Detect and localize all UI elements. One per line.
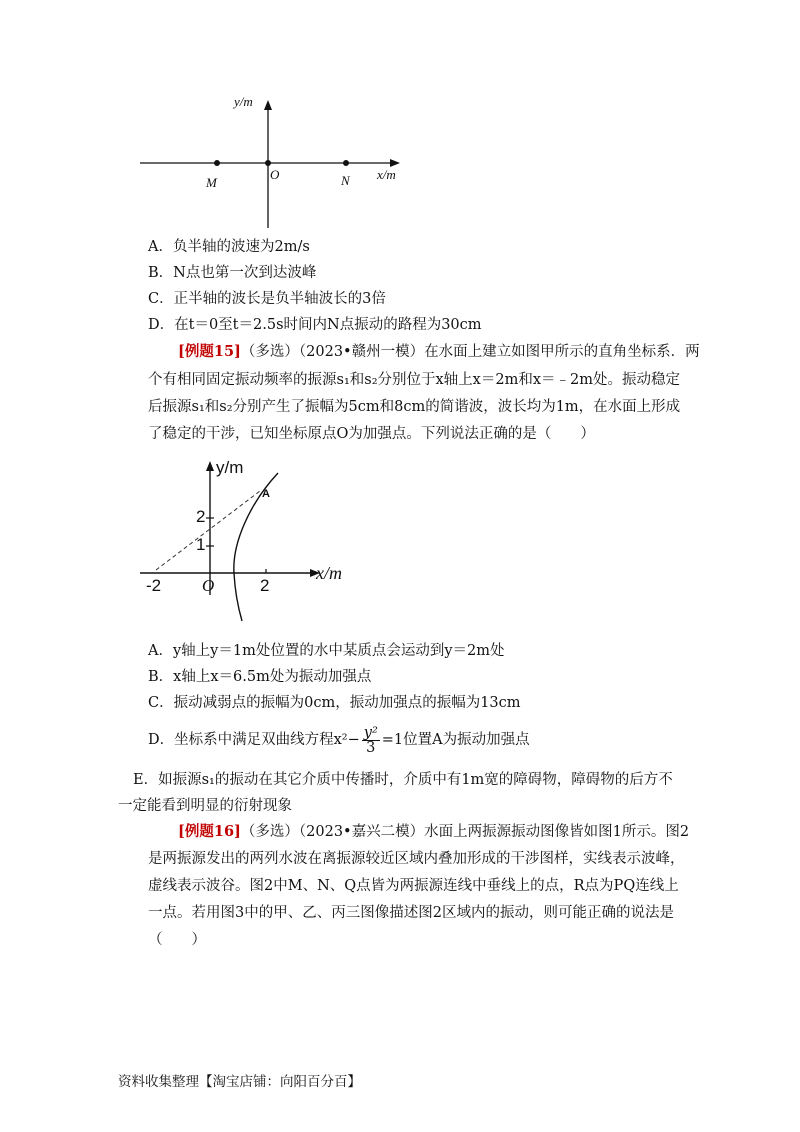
- q15-option-e-line-2: 一定能看到明显的衍射现象: [118, 798, 292, 814]
- fig1-point-m: M: [206, 175, 217, 190]
- q15-tag: [例题15]: [178, 343, 241, 360]
- q16-stem-line-4: 一点。若用图3中的甲、乙、丙三图像描述图2区域内的振动，则可能正确的说法是: [148, 905, 674, 921]
- fig1-x-label: x/m: [377, 167, 396, 182]
- q15-option-d-prefix: D．坐标系中满足双曲线方程x²−: [148, 732, 360, 748]
- figure-1-axes: [130, 90, 420, 240]
- q14-option-d: D．在t＝0至t＝2.5s时间内N点振动的路程为30cm: [148, 317, 482, 333]
- q15-stem-line-4: 了稳定的干涉，已知坐标原点O为加强点。下列说法正确的是（ ）: [148, 426, 595, 442]
- q16-stem-line-3: 虚线表示波谷。图2中M、N、Q点皆为两振源连线中垂线上的点，R点为PQ连线上: [148, 878, 679, 894]
- q15-stem-line-2: 个有相同固定振动频率的振源s₁和s₂分别位于x轴上x＝2m和x＝﹣2m处。振动稳定: [148, 372, 680, 388]
- q15-option-b: B．x轴上x＝6.5m处为振动加强点: [148, 669, 372, 685]
- page-footer: 资料收集整理【淘宝店铺：向阳百分百】: [118, 1074, 361, 1090]
- q15-stem-line-1: [178, 342, 700, 362]
- fig2-x-label: x/m: [316, 563, 342, 583]
- fig2-tick-xneg2: -2: [146, 576, 162, 595]
- q15-option-c: C．振动减弱点的振幅为0cm，振动加强点的振幅为13cm: [148, 695, 521, 711]
- q15-option-e-line-1: E．如振源s₁的振动在其它介质中传播时，介质中有1m宽的障碍物，障碍物的后方不: [133, 772, 673, 788]
- fig2-tick-y2: 2: [196, 507, 206, 526]
- fig2-tick-y1: 1: [196, 535, 206, 554]
- q15-option-d-fraction: [362, 726, 380, 755]
- q15-option-d: [148, 722, 530, 758]
- fig2-tick-x2: 2: [260, 576, 270, 595]
- q15-option-d-suffix: =1位置A为振动加强点: [381, 732, 530, 748]
- q16-stem-line-2: 是两振源发出的两列水波在离振源较近区域内叠加形成的干涉图样，实线表示波峰，: [148, 851, 685, 867]
- q15-option-a: A．y轴上y＝1m处位置的水中某质点会运动到y＝2m处: [148, 643, 505, 659]
- q14-option-a: A．负半轴的波速为2m/s: [148, 239, 310, 255]
- q16-stem-line-5: （ ）: [148, 932, 206, 948]
- fig2-origin: O: [202, 576, 215, 595]
- q16-stem-line-1: [178, 822, 689, 842]
- q14-option-b: B．N点也第一次到达波峰: [148, 265, 317, 281]
- fig1-point-n: N: [341, 173, 350, 188]
- q16-line-1-text: （多选）（2023•嘉兴二模）水面上两振源振动图像皆如图1所示。图2: [240, 824, 690, 840]
- fraction-denominator: 3: [366, 739, 376, 756]
- fig1-point-o: O: [270, 167, 280, 182]
- q15-line-1-text: （多选）（2023•赣州一模）在水面上建立如图甲所示的直角坐标系．两: [240, 344, 700, 360]
- fig1-y-label: y/m: [234, 94, 253, 109]
- q15-stem-line-3: 后振源s₁和s₂分别产生了振幅为5cm和8cm的简谐波，波长均为1m，在水面上形成: [148, 399, 681, 415]
- q14-option-c: C．正半轴的波长是负半轴波长的3倍: [148, 291, 386, 307]
- fig2-y-label: y/m: [216, 458, 244, 477]
- fig2-point-a: A: [262, 488, 270, 500]
- fraction-numerator: y²: [363, 724, 378, 741]
- figure-2-interference: [138, 455, 368, 625]
- q16-tag: [例题16]: [178, 823, 241, 840]
